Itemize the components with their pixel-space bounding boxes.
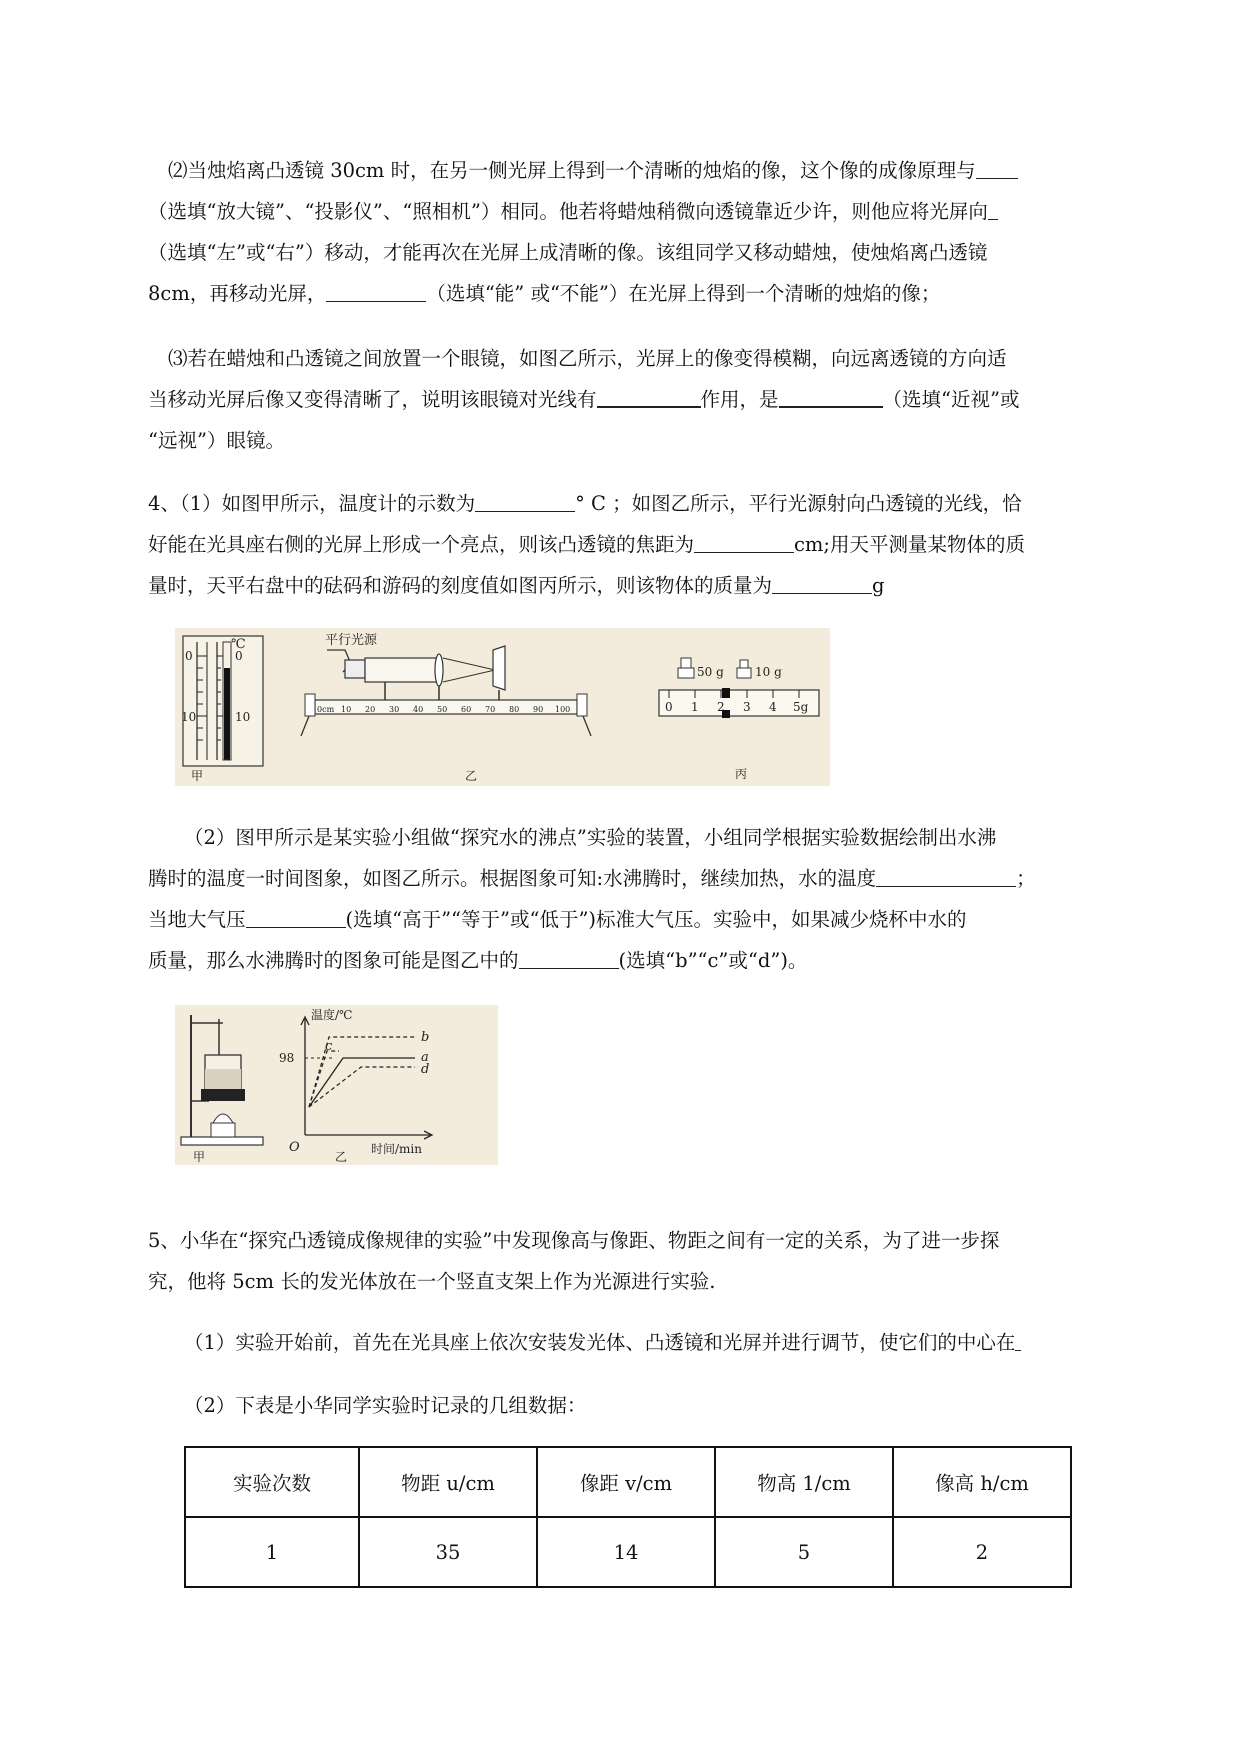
label-jia: 甲 — [191, 769, 204, 783]
table-cell: 35 — [359, 1517, 537, 1587]
q4-p1-line2b: cm;用天平测量某物体的质 — [794, 533, 1025, 556]
q5-sub2-text: （2）下表是小华同学实验时记录的几组数据： — [184, 1394, 587, 1417]
table-header-row — [185, 1447, 1071, 1517]
answer-blank[interactable] — [475, 489, 575, 512]
q5-line1: 5、小华在“探究凸透镜成像规律的实验”中发现像高与像距、物距之间有一定的关系，为了进一步探 — [148, 1229, 1000, 1252]
q5-line2: 究，他将 5cm 长的发光体放在一个竖直支架上作为光源进行实验. — [148, 1270, 716, 1293]
q3-p2-line4a: 8cm，再移动光屏， — [148, 282, 327, 305]
curve-d-label: d — [421, 1062, 430, 1077]
curve-b-label: b — [421, 1030, 430, 1045]
thermo-unit: ℃ — [231, 637, 246, 652]
optical-bench — [301, 632, 591, 783]
answer-blank[interactable] — [988, 197, 998, 220]
table-header-cell: 物距 u/cm — [359, 1447, 537, 1517]
bench-tick-70: 70 — [485, 705, 496, 714]
table-cell: 14 — [537, 1517, 715, 1587]
table-header-cell: 像高 h/cm — [893, 1447, 1071, 1517]
rider-tick-3: 3 — [743, 700, 751, 714]
q4-p2-line3b: (选填“高于”“等于”或“低于”)标准大气压。实验中，如果减少烧杯中水的 — [345, 908, 967, 931]
curve-d — [309, 1067, 415, 1107]
table-cell: 1 — [185, 1517, 359, 1587]
q4-p1-line3b: g — [872, 574, 885, 597]
table-header-cell: 物高 1/cm — [715, 1447, 893, 1517]
figure1-svg — [175, 628, 830, 786]
q4-p1-line1a: 4、（1）如图甲所示，温度计的示数为 — [148, 492, 476, 515]
graph-origin: O — [289, 1140, 300, 1155]
rider-tick-4: 4 — [769, 700, 777, 714]
thermo-tick-10-right: 10 — [235, 710, 251, 724]
q5-sub2 — [148, 1385, 1148, 1426]
bench-tick-20: 20 — [365, 705, 376, 714]
label-yi: 乙 — [335, 1150, 348, 1164]
weight-50g: 50 g — [697, 665, 724, 679]
answer-blank[interactable] — [519, 946, 619, 969]
answer-blank[interactable] — [694, 530, 794, 553]
answer-blank[interactable] — [779, 384, 883, 408]
q3-p3-line2a: 当移动光屏后像又变得清晰了，说明该眼镜对光线有 — [148, 388, 597, 411]
parallel-source-label: 平行光源 — [325, 633, 378, 648]
boiling-apparatus — [181, 1015, 263, 1164]
graph-y98: 98 — [279, 1051, 295, 1065]
answer-blank[interactable] — [876, 864, 1016, 887]
q4-part1 — [148, 483, 1148, 606]
bench-tick-50: 50 — [437, 705, 448, 714]
q3-part3 — [148, 338, 1148, 461]
table-header-cell: 像距 v/cm — [537, 1447, 715, 1517]
q4-p1-line3a: 量时，天平右盘中的砝码和游码的刻度值如图丙所示，则该物体的质量为 — [148, 574, 773, 597]
q4-p2-line1: （2）图甲所示是某实验小组做“探究水的沸点”实验的装置，小组同学根据实验数据绘制出水沸 — [184, 826, 997, 849]
curve-a-label: a — [421, 1050, 429, 1065]
q4-p1-line1b: ° C ；如图乙所示，平行光源射向凸透镜的光线，恰 — [575, 492, 1022, 515]
q4-p2-line3a: 当地大气压 — [148, 908, 246, 931]
q3-p3-line1: ⑶若在蜡烛和凸透镜之间放置一个眼镜，如图乙所示，光屏上的像变得模糊，向远离透镜的方向适 — [168, 347, 1007, 370]
thermo-tick-0-right: 0 — [235, 649, 243, 663]
thermometer — [181, 636, 263, 783]
q4-p2-line4b: (选填“b”“c”或“d”)。 — [618, 949, 808, 972]
q5-sub1 — [148, 1322, 1148, 1363]
figure-thermometer-bench-balance — [175, 628, 830, 786]
q4-p1-line2a: 好能在光具座右侧的光屏上形成一个亮点，则该凸透镜的焦距为 — [148, 533, 695, 556]
q4-part2 — [148, 817, 1148, 981]
q3-p2-line3: （选填“左”或“右”）移动，才能再次在光屏上成清晰的像。该组同学又移动蜡烛，使烛焰离凸透镜 — [148, 241, 988, 264]
temperature-time-graph — [279, 1007, 432, 1164]
answer-blank[interactable] — [597, 384, 701, 408]
bench-tick-10: 10 — [341, 705, 352, 714]
bench-tick-0: 0cm — [317, 705, 335, 714]
label-jia: 甲 — [193, 1150, 206, 1164]
bench-tick-60: 60 — [461, 705, 472, 714]
q5-sub1-text: （1）实验开始前，首先在光具座上依次安装发光体、凸透镜和光屏并进行调节，使它们的中心在 — [184, 1331, 1016, 1354]
data-table — [184, 1446, 1072, 1588]
table-header-cell: 实验次数 — [185, 1447, 359, 1517]
balance-weights-rider — [659, 658, 819, 781]
q3-p2-line4b: （选填“能” 或“不能”）在光屏上得到一个清晰的烛焰的像； — [426, 282, 941, 305]
answer-blank[interactable] — [246, 905, 346, 928]
figure-boiling — [175, 1005, 498, 1165]
answer-blank[interactable] — [326, 279, 426, 302]
q3-p3-line3: “远视”）眼镜。 — [148, 429, 285, 452]
q5-intro — [148, 1220, 1148, 1302]
rider-tick-0: 0 — [665, 700, 673, 714]
q3-p3-line2c: （选填“近视”或 — [882, 388, 1020, 411]
table-cell: 5 — [715, 1517, 893, 1587]
q3-p2-line1: ⑵当烛焰离凸透镜 30cm 时，在另一侧光屏上得到一个清晰的烛焰的像，这个像的成像原理与 — [168, 159, 976, 182]
thermo-tick-0-left: 0 — [185, 649, 193, 663]
q4-p2-line2a: 腾时的温度一时间图象，如图乙所示。根据图象可知:水沸腾时，继续加热，水的温度 — [148, 867, 877, 890]
bench-tick-90: 90 — [533, 705, 544, 714]
rider-tick-5g: 5g — [793, 700, 809, 714]
thermo-tick-10-left: 10 — [181, 710, 197, 724]
bench-tick-40: 40 — [413, 705, 424, 714]
q3-part2 — [148, 150, 1148, 314]
weight-10g: 10 g — [755, 665, 782, 679]
table-row — [185, 1517, 1071, 1587]
curve-c — [309, 1051, 339, 1107]
bench-tick-30: 30 — [389, 705, 400, 714]
graph-xlabel: 时间/min — [371, 1142, 422, 1156]
q3-p2-line2: （选填“放大镜”、“投影仪”、“照相机”）相同。他若将蜡烛稍微向透镜靠近少许，则他应将光屏向 — [148, 200, 988, 223]
rider-tick-2: 2 — [717, 700, 725, 714]
bench-tick-80: 80 — [509, 705, 520, 714]
answer-blank[interactable] — [1015, 1328, 1021, 1351]
rider-tick-1: 1 — [691, 700, 699, 714]
figure2-svg — [175, 1005, 498, 1165]
graph-ylabel: 温度/℃ — [311, 1008, 353, 1022]
bench-tick-100: 100 — [555, 705, 571, 714]
curve-c-label: c — [325, 1039, 333, 1054]
label-bing: 丙 — [735, 767, 748, 781]
answer-blank[interactable] — [976, 156, 1018, 179]
q4-p2-line2b: ； — [1016, 867, 1036, 890]
label-yi: 乙 — [465, 769, 478, 783]
answer-blank[interactable] — [772, 571, 872, 594]
q3-p3-line2b: 作用，是 — [700, 388, 779, 411]
curve-a — [309, 1058, 415, 1107]
q4-p2-line4a: 质量，那么水沸腾时的图象可能是图乙中的 — [148, 949, 519, 972]
table-cell: 2 — [893, 1517, 1071, 1587]
